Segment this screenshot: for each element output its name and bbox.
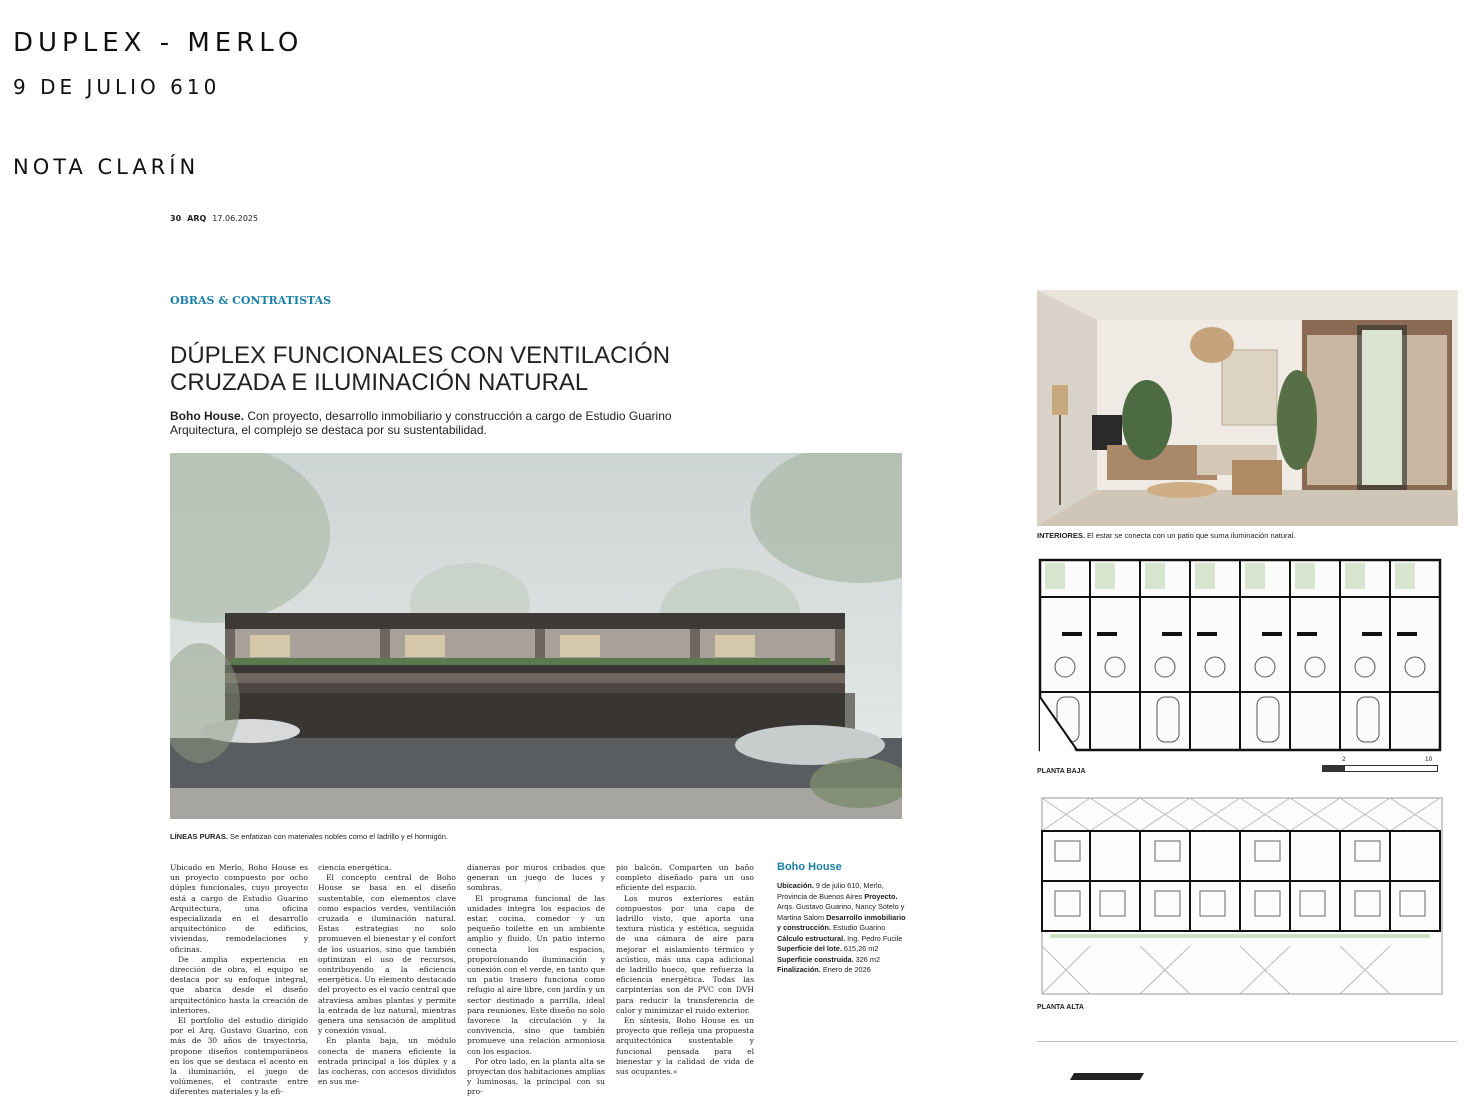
paragraph: El concepto central de Boho House se basa en el diseño sustentable, con elementos clave como espacios verdes, ventilación cruzada e iluminación natural. Estas estrategias no solo promueven el bienestar y el confort de los usuarios, sino que también optimizan el uso de recursos, contribuyendo a la eficiencia energética. Un elemento destacado del proyecto es el vacío central que atraviesa ambas plantas y permite la entrada de luz natural, mientras genera una sensación de amplitud y conexión visual.: [318, 873, 456, 1036]
paragraph: Por otro lado, en la planta alta se proyectan dos habitaciones amplias y luminosas, la principal con su pro-: [467, 1056, 605, 1097]
label: Desarrollo inmobiliario y construcción.: [777, 912, 906, 932]
infobox-body: [777, 881, 907, 976]
ground-floor-plan: [1037, 557, 1443, 753]
page-date: 17.06.2025: [212, 214, 259, 223]
ground-floor-label: PLANTA BAJA: [1037, 768, 1086, 775]
upper-floor-plan: [1040, 796, 1444, 996]
page-number: 30: [170, 214, 182, 223]
infobox-title: Boho House: [777, 861, 842, 873]
main-caption-text: Se enfatizan con materiales nobles como el ladrillo y el hormigón.: [227, 832, 449, 841]
interior-caption: [1037, 531, 1295, 540]
deck-lead: Boho House.: [170, 409, 244, 423]
divider: [1037, 1041, 1457, 1042]
label: Proyecto.: [864, 891, 898, 901]
deck-text: Con proyecto, desarrollo inmobiliario y construcción a cargo de Estudio Guarino Arquitectura, el complejo se destaca por su sustentabilidad.: [170, 409, 672, 437]
body-column-4: [616, 863, 754, 1077]
interior-caption-text: El estar se conecta con un patio que suma iluminación natural.: [1084, 531, 1296, 540]
value: 326 m2: [853, 954, 881, 964]
scale-mark: 10: [1425, 756, 1433, 763]
label: Cálculo estructural.: [777, 933, 846, 943]
scale-bar: [1322, 765, 1438, 772]
main-caption: [170, 832, 448, 841]
logo-mark: [1070, 1073, 1144, 1080]
address: 9 DE JULIO 610: [13, 75, 221, 99]
paragraph: ciencia energética.: [318, 863, 392, 872]
kicker: OBRAS & CONTRATISTAS: [170, 294, 332, 307]
page-header: [170, 214, 258, 223]
document-title: DUPLEX - MERLO: [13, 28, 304, 58]
label: Superficie del lote.: [777, 944, 842, 953]
upper-floor-label: PLANTA ALTA: [1037, 1004, 1084, 1011]
label: Ubicación.: [777, 881, 814, 890]
interior-caption-lead: INTERIORES.: [1037, 531, 1085, 540]
paragraph: En síntesis, Boho House es un proyecto que refleja una propuesta arquitectónica sustentable y funcional pensada para el bienestar y la calidad de vida de sus ocupantes.«: [616, 1016, 754, 1077]
body-column-2: [318, 863, 456, 1087]
value: Enero de 2026: [820, 965, 871, 974]
paragraph: Ubicado en Merlo, Boho House es un proyecto compuesto por ocho dúplex funcionales, cuyo proyecto está a cargo de Estudio Guarino Arquitectura, una oficina especializada en el desarrollo arquitectónico de edificios, viviendas, remodelaciones y oficinas.: [170, 863, 308, 954]
body-column-1: [170, 863, 308, 1098]
value: 9 de julio 610, Merlo, Provincia de Buenos Aires: [777, 881, 884, 901]
page-section: ARQ: [187, 214, 207, 223]
label: Superficie construida.: [777, 954, 854, 964]
headline: DÚPLEX FUNCIONALES CON VENTILACIÓN CRUZADA E ILUMINACIÓN NATURAL: [170, 342, 671, 396]
paragraph: Los muros exteriores están compuestos por una capa de ladrillo visto, que aporta una textura rústica y estética, seguida de una cámara de aire para mejorar el aislamiento térmico y acústico, más una capa adicional de ladrillo hueco, que refuerza la eficiencia energética. Todas las carpinterías son de PVC con DVH para reducir la transferencia de calor y minimizar el ruido exterior.: [616, 893, 754, 1015]
paragraph: dianeras por muros cribados que generan un juego de luces y sombras.: [467, 863, 605, 893]
paragraph: En planta baja, un módulo conecta de manera eficiente la entrada principal a los dúplex y a las cocheras, con accesos divididos en sus me-: [318, 1036, 456, 1087]
deck: [170, 409, 690, 437]
value: Arqs. Gustavo Guarino, Nancy Sotelo y Martina Salom: [777, 902, 905, 922]
value: Ing. Pedro Fucile: [845, 933, 903, 943]
section-title: NOTA CLARÍN: [13, 155, 200, 179]
paragraph: El portfolio del estudio dirigido por el Arq. Gustavo Guarino, con más de 30 años de trayectoria, propone diseños contemporáneos en los que se destaca el acento en la iluminación, el juego de volúmenes, el contraste entre diferentes materiales y la efi-: [170, 1016, 308, 1097]
value: Estudio Guarino: [830, 923, 886, 932]
paragraph: De amplia experiencia en dirección de obra, el equipo se destaca por su enfoque integral, que abarca desde el diseño arquitectónico hasta la creación de interiores.: [170, 954, 308, 1015]
project-infobox: [777, 861, 907, 976]
paragraph: El programa funcional de las unidades integra los espacios de estar, cocina, comedor y un pequeño toilette en un ambiente amplio y fluido. Un patio interno conecta los espacios, proporcionando iluminación y conexión con el verde, en tanto que un patio trasero funciona como refugio al aire libre, con jardín y un sector destinado a parrilla, ideal para reuniones. Este diseño no solo favorece la circulación y la convivencia, sino que también promueve una relación armoniosa con los espacios.: [467, 893, 605, 1056]
label: Finalización.: [777, 965, 821, 974]
main-caption-lead: LÍNEAS PURAS.: [170, 832, 228, 841]
body-column-3: [467, 863, 605, 1098]
value: 615,26 m2: [841, 944, 879, 953]
paragraph: pio balcón. Comparten un baño completo diseñado para un uso eficiente del espacio.: [616, 863, 754, 893]
exterior-render-image: [170, 453, 902, 819]
scale-mark: 2: [1342, 756, 1346, 763]
interior-render-image: [1037, 290, 1458, 526]
